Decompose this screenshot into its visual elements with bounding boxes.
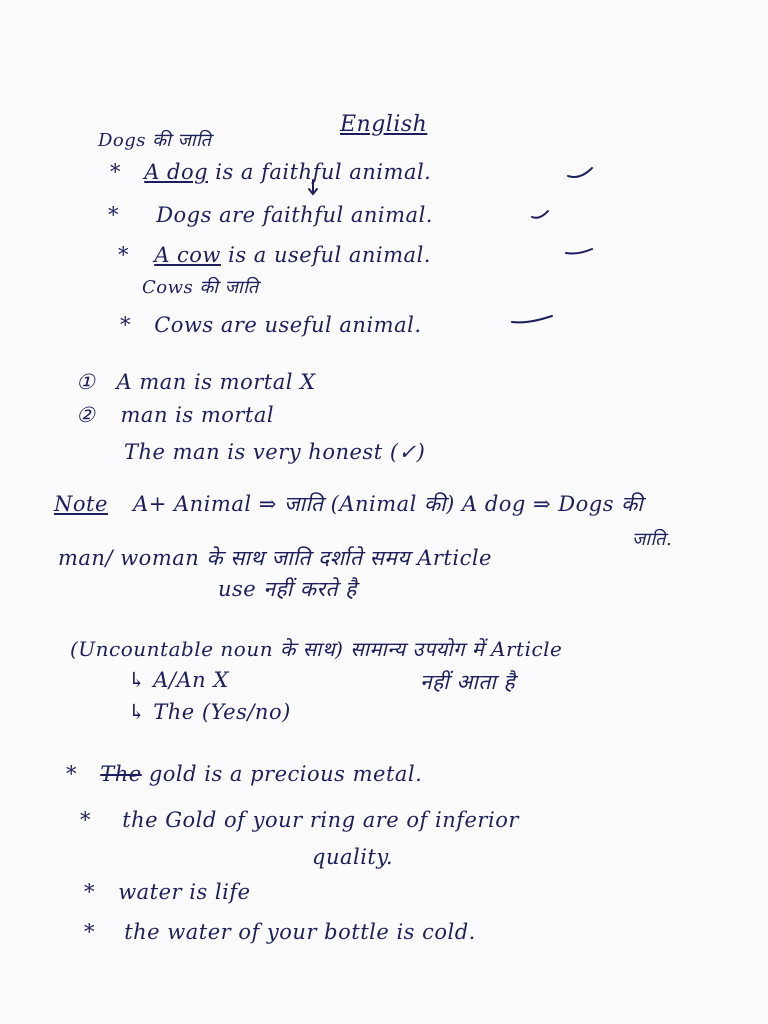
bullet: *	[118, 243, 129, 267]
article-phrase: A cow	[154, 243, 221, 267]
tick-mark	[512, 316, 552, 322]
note-label: Note	[54, 492, 108, 516]
item-text: man is mortal	[120, 403, 275, 427]
item-text: A man is mortal X	[116, 370, 316, 394]
bullet: *	[108, 203, 119, 227]
arrow-down-icon	[309, 180, 317, 194]
note-text: A+ Animal ⇒ जाति (Animal की) A dog ⇒ Dogs की	[133, 492, 644, 516]
bullet: *	[80, 808, 91, 832]
item-number: ②	[76, 403, 96, 427]
item-number: ①	[76, 370, 96, 394]
bullet: *	[66, 762, 77, 786]
sentence: the Gold of your ring are of inferior	[122, 808, 519, 832]
uncountable-line-3: ↳ The (Yes/no)	[128, 700, 291, 724]
bullet: *	[110, 160, 121, 184]
bullet: *	[120, 313, 131, 337]
tick-mark	[566, 249, 592, 254]
uncountable-line-2b: नहीं आता है	[420, 670, 516, 694]
note-line-1b: जाति.	[632, 529, 673, 550]
uncountable-line-2a: ↳ A/An X	[128, 668, 229, 692]
note-line-2: man/ woman के साथ जाति दर्शाते समय Article	[58, 546, 492, 570]
tick-mark	[568, 168, 592, 177]
page-title: English	[340, 112, 428, 137]
sentence: Cows are useful animal.	[154, 313, 422, 337]
section-subheading-cows: Cows की जाति	[142, 277, 259, 298]
item-text: The man is very honest (✓)	[124, 440, 426, 464]
bullet: *	[84, 880, 95, 904]
sentence: gold is a precious metal.	[141, 762, 423, 786]
sentence: water is life	[118, 880, 251, 904]
uncountable-line-1: (Uncountable noun के साथ) सामान्य उपयोग में Article	[70, 637, 563, 661]
sentence: Dogs are faithful animal.	[156, 203, 433, 227]
struck-article: The	[100, 762, 142, 786]
bullet: *	[84, 920, 95, 944]
note-line-3: use नहीं करते है	[218, 577, 357, 601]
tick-mark	[532, 211, 548, 218]
sentence: the water of your bottle is cold.	[124, 920, 476, 944]
sentence-rest: is a useful animal.	[220, 243, 431, 267]
article-phrase: A dog	[144, 160, 209, 184]
sentence-rest: is a faithful animal.	[208, 160, 432, 184]
section-heading-dogs: Dogs की जाति	[98, 130, 212, 151]
gold-example-2-continued: quality.	[312, 845, 394, 869]
